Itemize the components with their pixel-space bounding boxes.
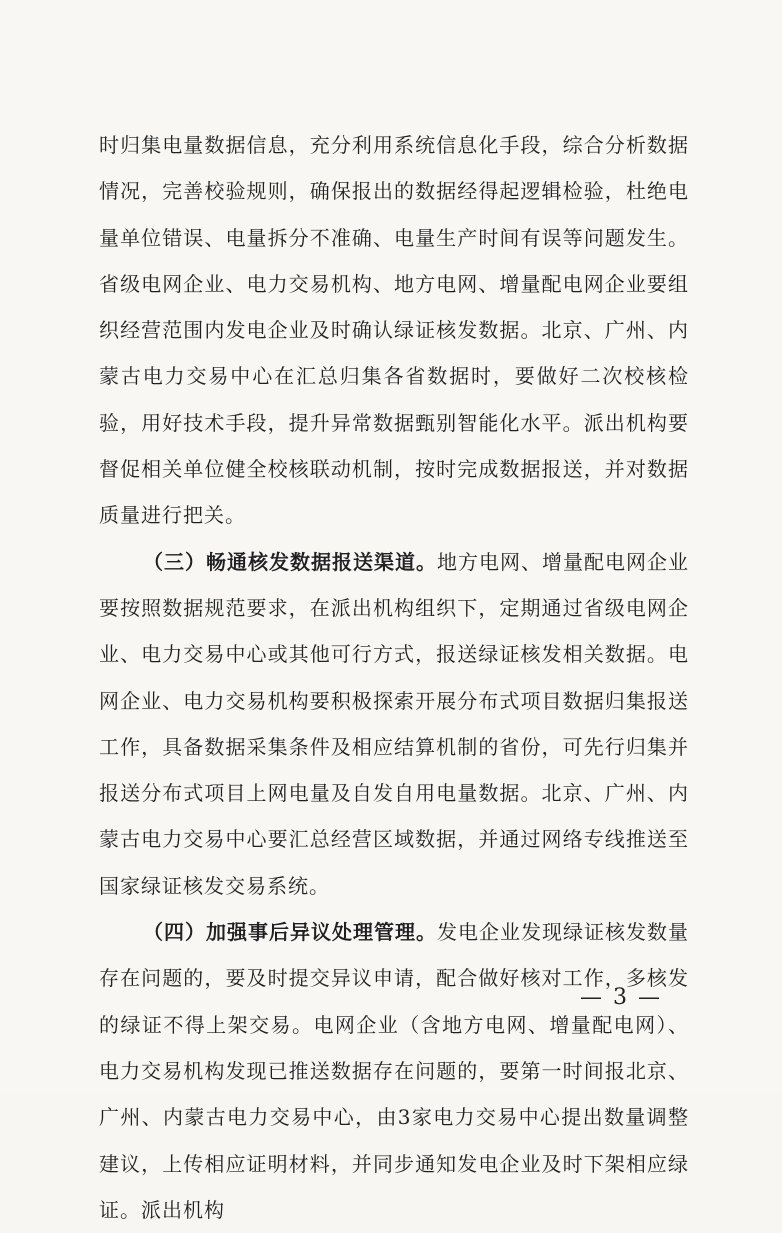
paragraph-text: 发电企业发现绿证核发数量存在问题的，要及时提交异议申请，配合做好核对工作，多核发的绿证不得上架交易。电网企业（含地方电网、增量配电网）、电力交易机构发现已推送数据存在问题的，要第一时间报北京、广州、内蒙古电力交易中心，由3家电力交易中心提出数量调整建议，上传相应证明材料，并同步通知发电企业及时下架相应绿证。派出机构 [99, 920, 689, 1222]
paragraph-section-three [99, 539, 689, 909]
paragraph-text: 时归集电量数据信息，充分利用系统信息化手段，综合分析数据情况，完善校验规则，确保报出的数据经得起逻辑检验，杜绝电量单位错误、电量拆分不准确、电量生产时间有误等问题发生。省级电网企业、电力交易机构、地方电网、增量配电网企业要组织经营范围内发电企业及时确认绿证核发数据。北京、广州、内蒙古电力交易中心在汇总归集各省数据时，要做好二次校核检验，用好技术手段，提升异常数据甄别智能化水平。派出机构要督促相关单位健全校核联动机制，按时完成数据报送，并对数据质量进行把关。 [99, 133, 689, 528]
paragraph-section-four [99, 909, 689, 1233]
section-heading-four: （四）加强事后异议处理管理。 [143, 920, 437, 945]
body-text [99, 122, 689, 1233]
paragraph-text: 地方电网、增量配电网企业要按照数据规范要求，在派出机构组织下，定期通过省级电网企业、电力交易中心或其他可行方式，报送绿证核发相关数据。电网企业、电力交易机构要积极探索开展分布式项目数据归集报送工作，具备数据采集条件及相应结算机制的省份，可先行归集并报送分布式项目上网电量及自发自用电量数据。北京、广州、内蒙古电力交易中心要汇总经营区域数据，并通过网络专线推送至国家绿证核发交易系统。 [99, 549, 689, 898]
page-number: — 3 — [580, 985, 662, 1010]
paragraph-continuation [99, 122, 689, 539]
section-heading-three: （三）畅通核发数据报送渠道。 [143, 549, 437, 574]
